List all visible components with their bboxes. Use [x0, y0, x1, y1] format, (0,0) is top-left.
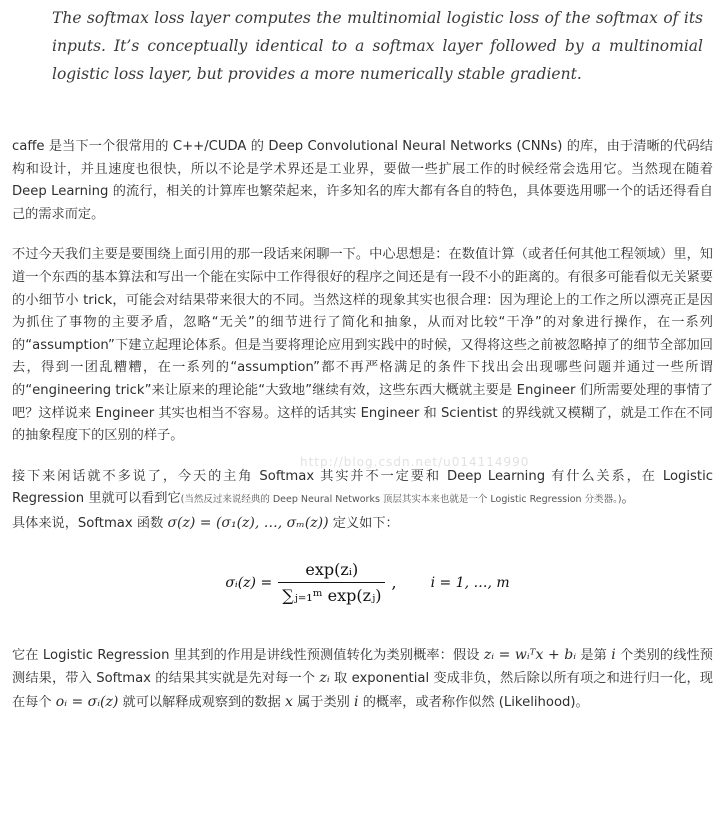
softmax-vector-formula: σ(z) = (σ₁(z), …, σₘ(z))	[167, 514, 329, 531]
p4-text-2: 是第	[576, 647, 612, 663]
formula-denominator: ∑ⱼ₌₁ᵐ exp(zⱼ)	[278, 582, 385, 605]
p4-text-4: 取 exponential 变成非负，然后除以所有项之和进行归一化，现在每个	[12, 671, 713, 710]
softmax-def-suffix: 定义如下：	[328, 515, 399, 531]
p4-text-6: 属于类别	[292, 694, 355, 710]
softmax-def-prefix: 具体来说，Softmax 函数	[12, 515, 168, 531]
p4-text-1: 它在 Logistic Regression 里其到的作用是讲线性预测值转化为类别概率：假设	[12, 647, 484, 663]
zi-math: zᵢ	[319, 670, 330, 687]
oi-math: oᵢ = σᵢ(z)	[55, 693, 119, 710]
x-math: x	[284, 693, 293, 710]
intro-paragraph: caffe 是当下一个很常用的 C++/CUDA 的 Deep Convolutional Neural Networks (CNNs) 的库，由于清晰的代码结构和设计，并且速度也很快，所以不论是学术界还是工业界，要做一些扩展工作的时候经常会选用它。当然现在随着 Deep Learning 的流行，相关的计算库也繁荣起来，许多知名的库大都有各自的特色，具体要选用哪一个的话还得看自己的需求而定。	[12, 139, 713, 222]
formula-numerator: exp(zᵢ)	[305, 560, 359, 579]
blog-watermark: http://blog.csdn.net/u014114990	[300, 455, 530, 469]
class-i-math: i	[354, 693, 359, 710]
softmax-intro-text: 接下来闲话就不多说了，今天的主角 Softmax 其实并不一定要和 Deep Learning 有什么关系，在 Logistic Regression 里就可以看到它	[12, 468, 713, 507]
softmax-formula: σᵢ(z) = $\frac{\text{exp(zᵢ)}}{\text{∑ⱼ₌₁ᵐ exp(zⱼ)}}$ , i = 1, …, m	[225, 560, 510, 605]
logistic-regression-paragraph	[12, 644, 723, 715]
linear-prediction-math: zᵢ = wᵢᵀx + bᵢ	[483, 646, 577, 663]
caffe-quote: The softmax loss layer computes the multinomial logistic loss of the softmax of its inputs. It’s conceptually identical to a softmax layer followed by a multinomial logistic loss layer, but provides a more numerically stable gradient.	[52, 9, 703, 83]
formula-condition: i = 1, …, m	[430, 574, 510, 591]
formula-lhs: σᵢ(z) =	[225, 574, 273, 591]
side-note: (当然反过来说经典的 Deep Neural Networks 顶层其实本来也就是一个 Logistic Regression 分类器。)	[180, 494, 622, 506]
softmax-intro-paragraph	[12, 466, 723, 536]
formula-fraction	[278, 560, 385, 605]
discussion-paragraph: 不过今天我们主要是要围绕上面引用的那一段话来闲聊一下。中心思想是：在数值计算（或者任何其他工程领域）里，知道一个东西的基本算法和写出一个能在实际中工作得很好的程序之间还是有一段不小的距离的。有很多可能看似无关紧要的小细节小 trick，可能会对结果带来很大的不同。当然这样的现象其实也很合理：因为理论上的工作之所以漂亮正是因为抓住了事物的主要矛盾，忽略“无关”的细节进行了简化和抽象，从而对比较“干净”的对象进行操作，在一系列的“assumption”下建立起理论体系。但是当要将理论应用到实践中的时候，又得将这些之前被忽略掉了的细节全部加回去，得到一团乱糟糟，在一系列的“assumption”都不再严格满足的条件下找出会出现哪些问题并通过一些所谓的“engineering trick”来让原来的理论能“大致地”继续有效，这些东西大概就主要是 Engineer 们所需要处理的事情了吧？这样说来 Engineer 其实也相当不容易。这样的话其实 Engineer 和 Scientist 的界线就又模糊了，就是工作在不同的抽象程度下的区别的样子。	[12, 247, 713, 444]
softmax-intro-end: 。	[621, 491, 635, 507]
p4-text-3: 个类别的线性预测结果，带入 Softmax 的结果其实就是先对每一个	[12, 647, 713, 687]
index-i-math: i	[611, 646, 616, 663]
p4-text-7: 的概率，或者称作似然 (Likelihood)。	[358, 694, 589, 710]
p4-text-5: 就可以解释成观察到的数据	[118, 694, 285, 710]
